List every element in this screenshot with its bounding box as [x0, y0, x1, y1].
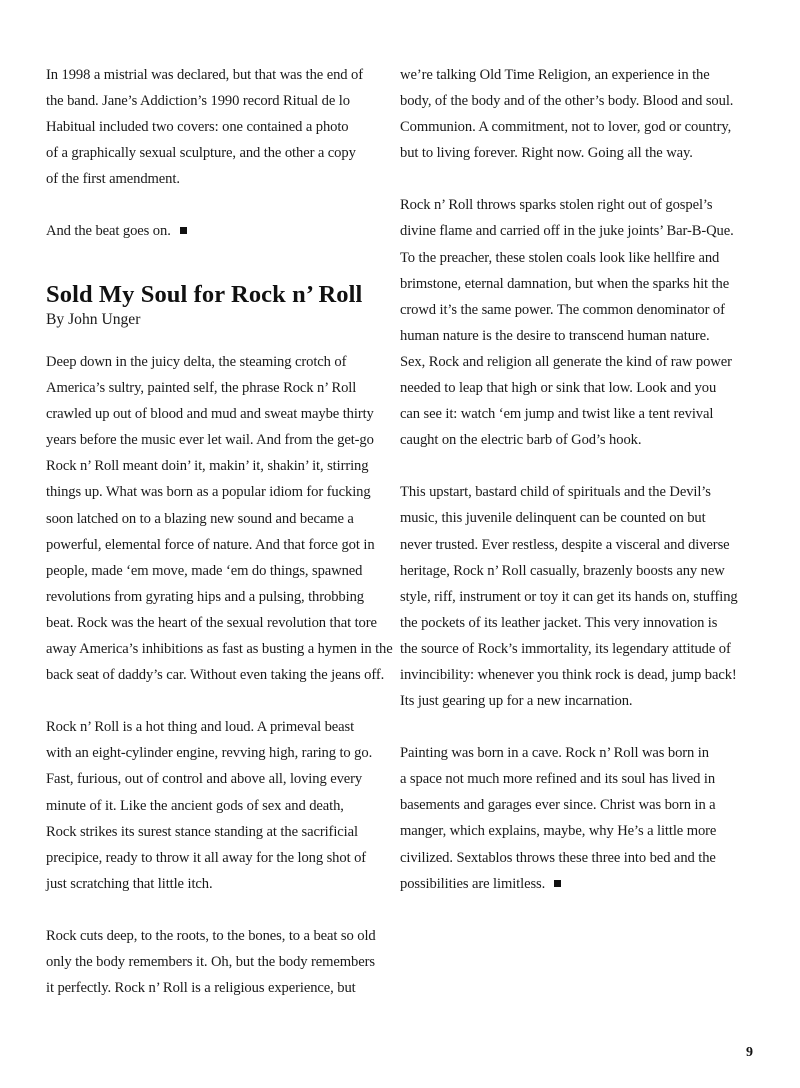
text-line: America’s sultry, painted self, the phrase Rock n’ Roll — [46, 380, 357, 397]
text-line: To the preacher, these stolen coals look like hellfire and — [400, 249, 720, 266]
text-line: precipice, ready to throw it all away for the long shot of — [46, 849, 367, 866]
text-line: style, riff, instrument or toy it can get its hands on, stuffing — [400, 588, 738, 605]
text-line: Rock n’ Roll throws sparks stolen right out of gospel’s — [400, 197, 713, 214]
text-line: Rock n’ Roll meant doin’ it, makin’ it, shakin’ it, stirring — [46, 458, 369, 475]
text-line-content: And the beat goes on. — [46, 223, 171, 240]
paragraph-cuts-deep — [46, 923, 376, 1001]
text-line: human nature is the desire to transcend human nature. — [400, 327, 710, 344]
text-line — [46, 218, 376, 244]
paragraph-beat-goes-on — [46, 218, 376, 244]
text-line: a space not much more refined and its soul has lived in — [400, 771, 716, 788]
text-line: minute of it. Like the ancient gods of sex and death, — [46, 797, 344, 814]
text-line: Rock strikes its surest stance standing at the sacrificial — [46, 823, 358, 840]
text-line: only the body remembers it. Oh, but the body remembers — [46, 953, 375, 970]
text-line: never trusted. Ever restless, despite a visceral and diverse — [400, 536, 730, 553]
text-line: years before the music ever let wail. And from the get-go — [46, 432, 374, 449]
text-line: beat. Rock was the heart of the sexual revolution that tore — [46, 614, 377, 631]
text-line: crawled up out of blood and mud and sweat maybe thirty — [46, 406, 374, 423]
text-line: things up. What was born as a popular idiom for fucking — [46, 484, 371, 501]
paragraph-painting — [400, 740, 740, 897]
article-title: Sold My Soul for Rock n’ Roll — [46, 281, 363, 308]
text-line: the pockets of its leather jacket. This very innovation is — [400, 614, 718, 631]
text-line: caught on the electric barb of God’s hook. — [400, 432, 642, 449]
paragraph-hot-thing — [46, 714, 376, 897]
text-line: heritage, Rock n’ Roll casually, brazenly boosts any new — [400, 562, 725, 579]
text-line: Communion. A commitment, not to lover, god or country, — [400, 119, 732, 136]
text-line: basements and garages ever since. Christ was born in a — [400, 797, 716, 814]
text-line: soon latched on to a blazing new sound and became a — [46, 510, 354, 527]
text-line: we’re talking Old Time Religion, an experience in the — [400, 67, 710, 83]
text-line: but to living forever. Right now. Going all the way. — [400, 145, 693, 162]
paragraph-upstart — [400, 479, 740, 714]
paragraph-sparks — [400, 192, 740, 453]
text-line: away America’s inhibitions as fast as busting a hymen in the — [46, 641, 393, 658]
text-line: Rock cuts deep, to the roots, to the bones, to a beat so old — [46, 927, 376, 944]
end-of-article-mark-icon — [180, 227, 187, 234]
text-line: of a graphically sexual sculpture, and the other a copy — [46, 145, 356, 162]
text-line: civilized. Sextablos throws these three into bed and the — [400, 849, 716, 866]
text-line: back seat of daddy’s car. Without even taking the jeans off. — [46, 667, 385, 684]
text-line — [400, 871, 740, 897]
text-line: needed to leap that high or sink that low. Look and you — [400, 380, 717, 397]
left-column-top — [46, 62, 376, 271]
text-line-content: possibilities are limitless. — [400, 875, 546, 892]
left-column-article-body — [46, 349, 393, 1027]
text-line: can see it: watch ‘em jump and twist like a tent revival — [400, 406, 714, 423]
text-line: invincibility: whenever you think rock is dead, jump back! — [400, 666, 737, 683]
right-column — [400, 62, 740, 923]
article-byline: By John Unger — [46, 311, 141, 328]
text-line: it perfectly. Rock n’ Roll is a religious experience, but — [46, 980, 356, 997]
text-line: just scratching that little itch. — [46, 875, 213, 892]
text-line: body, of the body and of the other’s body. Blood and soul. — [400, 93, 734, 110]
text-line: powerful, elemental force of nature. And that force got in — [46, 536, 375, 553]
text-line: Its just gearing up for a new incarnation. — [400, 693, 633, 710]
text-line: Sex, Rock and religion all generate the kind of raw power — [400, 353, 732, 370]
paragraph-old-time-religion — [400, 62, 740, 166]
text-line: music, this juvenile delinquent can be counted on but — [400, 510, 706, 527]
text-line: Fast, furious, out of control and above all, loving every — [46, 771, 363, 788]
text-line: people, made ‘em move, made ‘em do things, spawned — [46, 562, 363, 579]
text-line: Habitual included two covers: one contained a photo — [46, 119, 349, 136]
paragraph-mistrial — [46, 62, 376, 192]
text-line: This upstart, bastard child of spirituals and the Devil’s — [400, 484, 711, 501]
text-line: brimstone, eternal damnation, but when the sparks hit the — [400, 275, 730, 292]
text-line: Rock n’ Roll is a hot thing and loud. A primeval beast — [46, 719, 355, 736]
text-line: Painting was born in a cave. Rock n’ Roll was born in — [400, 745, 709, 762]
paragraph-deep-down — [46, 349, 393, 688]
text-line: the source of Rock’s immortality, its legendary attitude of — [400, 640, 731, 657]
text-line: with an eight-cylinder engine, revving high, raring to go. — [46, 745, 373, 762]
text-line: crowd it’s the same power. The common denominator of — [400, 301, 725, 318]
page-number: 9 — [746, 1045, 753, 1060]
text-line: the band. Jane’s Addiction’s 1990 record Ritual de lo — [46, 93, 350, 110]
text-line: In 1998 a mistrial was declared, but that was the end of — [46, 67, 363, 83]
text-line: revolutions from gyrating hips and a pulsing, throbbing — [46, 588, 364, 605]
text-line: of the first amendment. — [46, 171, 180, 188]
text-line: manger, which explains, maybe, why He’s a little more — [400, 823, 717, 840]
text-line: divine flame and carried off in the juke joints’ Bar-B-Que. — [400, 223, 734, 240]
end-of-article-mark-icon — [554, 880, 561, 887]
text-line: Deep down in the juicy delta, the steaming crotch of — [46, 354, 347, 370]
